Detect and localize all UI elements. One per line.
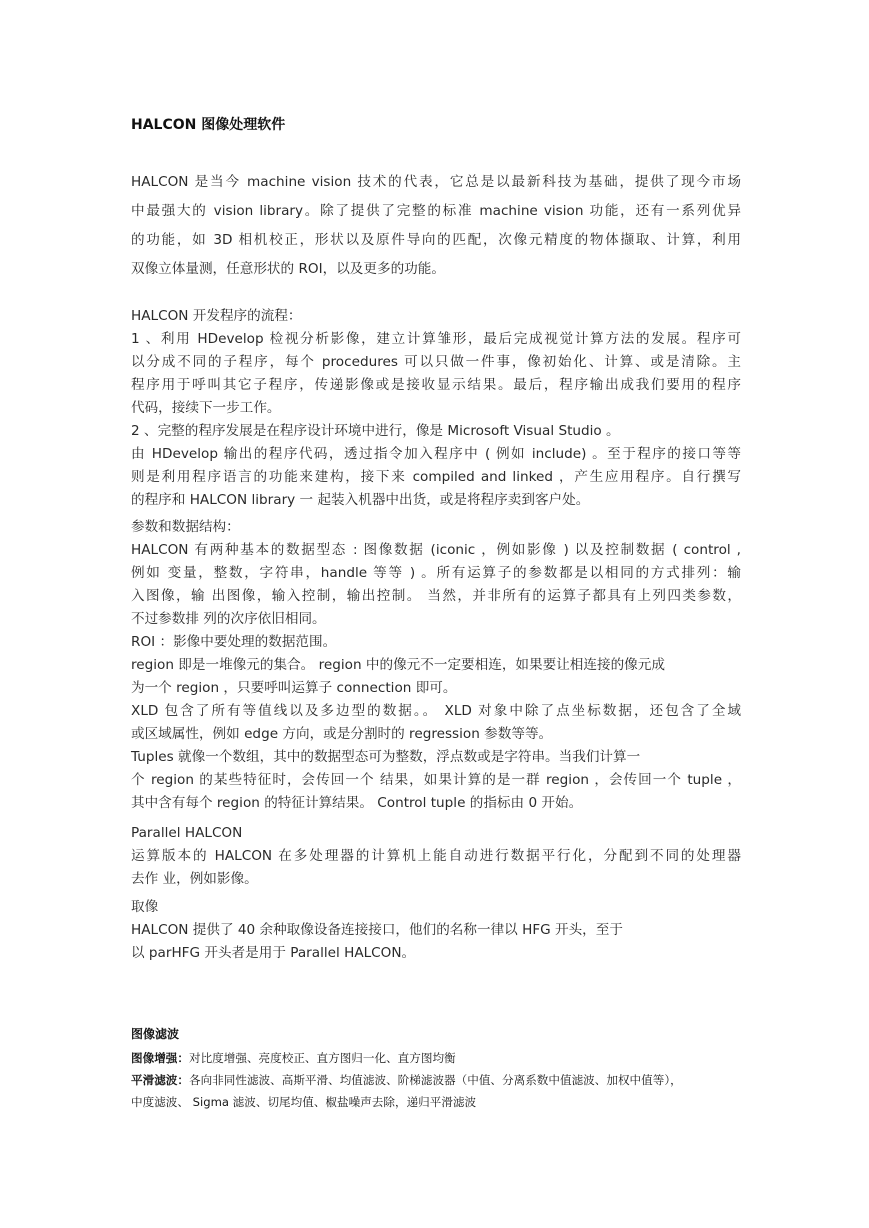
- smooth-continuation: 中度滤波、 Sigma 滤波、切尾均值、椒盐噪声去除，递归平滑滤波: [131, 1095, 477, 1109]
- flow-line: 由 HDevelop 输出的程序代码，透过指令加入程序中 ( 例如 include) 。至于程序的接口等等: [131, 446, 741, 462]
- params-line: 其中含有每个 region 的特征计算结果。 Control tuple 的指标由 0 开始。: [131, 795, 583, 811]
- smooth-line: [131, 1069, 741, 1091]
- enhance-label: 图像增强：: [131, 1051, 189, 1065]
- flow-section: [131, 305, 741, 512]
- params-line: 例如 变量，整数，字符串，handle 等等 ) 。所有运算子的参数都是以相同的方式排列：输: [131, 565, 741, 581]
- flow-line: 1 、利用 HDevelop 检视分析影像，建立计算雏形，最后完成视觉计算方法的发展。程序可: [131, 331, 741, 347]
- flow-line: 代码，接续下一步工作。: [131, 400, 281, 416]
- acquisition-line: 以 parHFG 开头者是用于 Parallel HALCON。: [131, 945, 416, 961]
- parallel-line: 去作 业，例如影像。: [131, 871, 258, 887]
- intro-line: 的功能，如 3D 相机校正，形状以及原件导向的匹配，次像元精度的物体撷取、计算，利用: [131, 232, 741, 248]
- smooth-text: 各向非同性滤波、高斯平滑、均值滤波、阶梯滤波器（中值、分离系数中值滤波、加权中值等），: [188, 1073, 682, 1087]
- params-line: 入图像，输 出图像，输入控制，输出控制。 当然，并非所有的运算子都具有上列四类参数，: [131, 588, 741, 604]
- flow-line: 的程序和 HALCON library 一 起装入机器中出货，或是将程序卖到客户处。: [131, 492, 590, 508]
- flow-line: 则是利用程序语言的功能来建构，接下来 compiled and linked ，产生应用程序。自行撰写: [131, 469, 741, 485]
- params-line: 为一个 region ，只要呼叫运算子 connection 即可。: [131, 680, 457, 696]
- flow-line: 2 、完整的程序发展是在程序设计环境中进行，像是 Microsoft Visual Studio 。: [131, 423, 620, 439]
- params-line: 个 region 的某些特征时，会传回一个 结果，如果计算的是一群 region ，会传回一个 tuple ，: [131, 772, 741, 788]
- params-line: ROI ：影像中要处理的数据范围。: [131, 634, 337, 650]
- flow-line: 程序用于呼叫其它子程序，传递影像或是接收显示结果。最后，程序输出成我们要用的程序: [131, 377, 741, 393]
- params-line: 或区域属性，例如 edge 方向，或是分割时的 regression 参数等等。: [131, 726, 553, 742]
- flow-line: 以分成不同的子程序，每个 procedures 可以只做一件事，像初始化、计算、或是清除。主: [131, 354, 741, 370]
- params-line: region 即是一堆像元的集合。 region 中的像元不一定要相连，如果要让相连接的像元成: [131, 657, 665, 673]
- filter-section: [131, 1023, 741, 1113]
- flow-heading: HALCON 开发程序的流程：: [131, 308, 302, 324]
- smooth-label: 平滑滤波：: [131, 1073, 189, 1087]
- params-line: XLD 包含了所有等值线以及多边型的数据。。 XLD 对象中除了点坐标数据，还包含了全域: [131, 703, 741, 719]
- enhance-text: 对比度增强、亮度校正、直方图归一化、直方图均衡: [188, 1051, 456, 1065]
- filter-heading: 图像滤波: [131, 1027, 180, 1041]
- parallel-section: [131, 822, 741, 891]
- parallel-line: 运算版本的 HALCON 在多处理器的计算机上能自动进行数据平行化，分配到不同的处理器: [131, 848, 741, 864]
- params-line: 不过参数排 列的次序依旧相同。: [131, 611, 326, 627]
- params-heading: 参数和数据结构：: [131, 519, 240, 535]
- document-title: HALCON 图像处理软件: [131, 117, 286, 133]
- params-section: [131, 516, 741, 815]
- acquisition-section: [131, 896, 741, 965]
- intro-line: HALCON 是当今 machine vision 技术的代表，它总是以最新科技为基础，提供了现今市场: [131, 174, 741, 190]
- enhance-line: [131, 1047, 741, 1069]
- acquisition-heading: 取像: [131, 899, 159, 915]
- intro-line: 中最强大的 vision library。除了提供了完整的标准 machine vision 功能，还有一系列优异: [131, 203, 741, 219]
- params-line: Tuples 就像一个数组，其中的数据型态可为整数，浮点数或是字符串。当我们计算一: [131, 749, 641, 765]
- intro-line: 双像立体量测，任意形状的 ROI，以及更多的功能。: [131, 261, 445, 277]
- acquisition-line: HALCON 提供了 40 余种取像设备连接接口，他们的名称一律以 HFG 开头，至于: [131, 922, 623, 938]
- params-line: HALCON 有两种基本的数据型态 : 图像数据 (iconic ，例如影像 ) 以及控制数据 ( control ,: [131, 542, 741, 558]
- intro-paragraph: [131, 168, 741, 284]
- parallel-heading: Parallel HALCON: [131, 825, 243, 841]
